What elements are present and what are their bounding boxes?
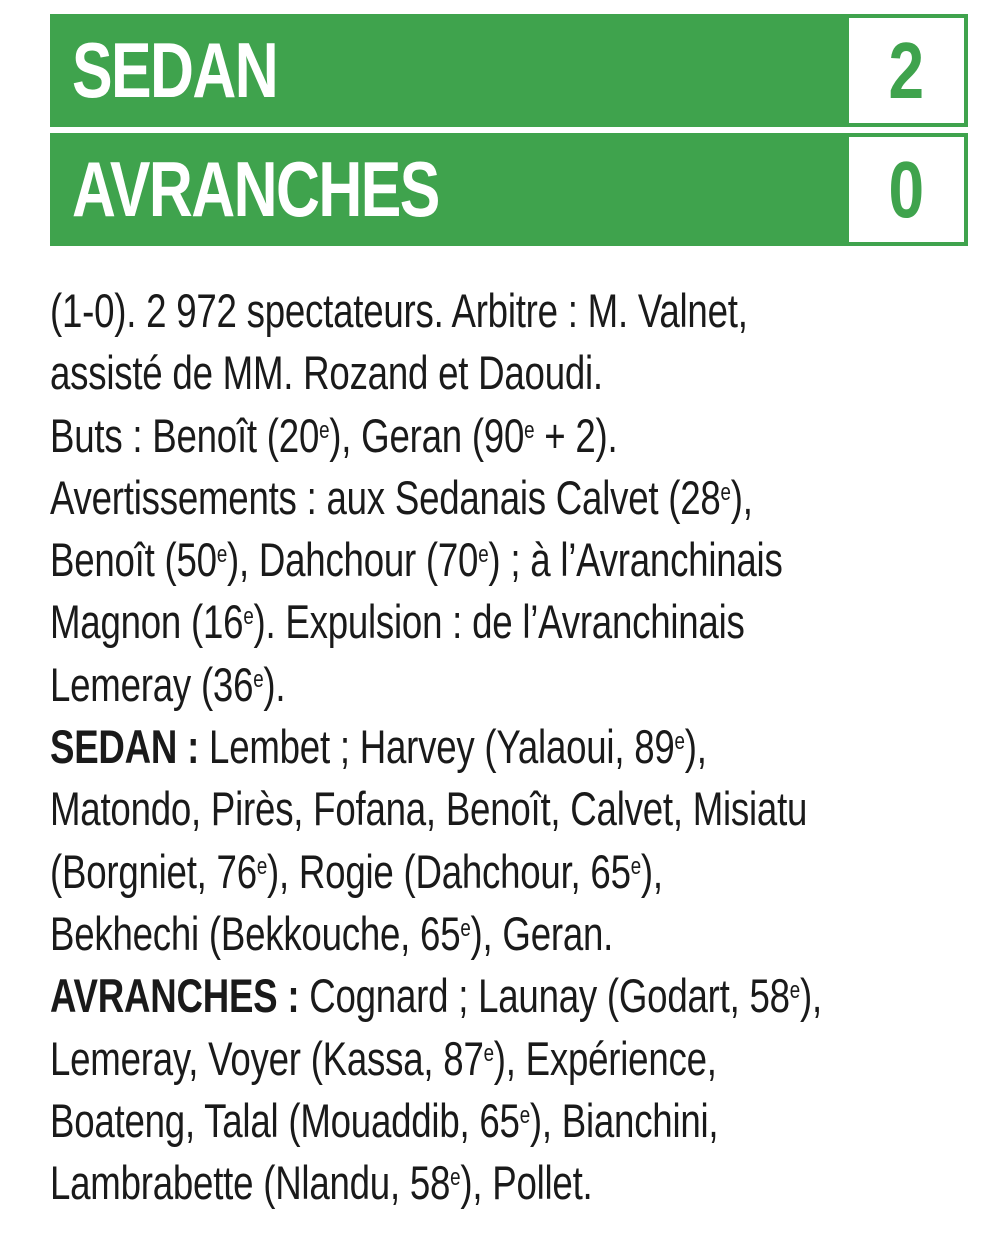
warnings-text: Avertissements : aux Sedanais Calvet (28 [50, 470, 721, 524]
sedan-lineup-text: ), Rogie (Dahchour, 65 [267, 844, 631, 898]
home-score: 2 [888, 26, 925, 115]
report-line-avranches-4 [50, 1152, 970, 1214]
report-line-avranches-3 [50, 1090, 970, 1152]
home-team-row [50, 14, 968, 127]
sedan-lineup-label: SEDAN : [50, 720, 200, 774]
avranches-lineup-label: AVRANCHES : [50, 969, 300, 1023]
sedan-lineup-text: Bekhechi (Bekkouche, 65 [50, 906, 461, 960]
ordinal-suffix: e [524, 416, 535, 444]
goals-text: ), Geran (90 [329, 408, 525, 462]
home-team-name: SEDAN [72, 26, 278, 114]
sedan-lineup-text: Lembet ; Harvey (Yalaoui, 89 [199, 720, 675, 774]
ordinal-suffix: e [483, 1039, 494, 1067]
report-line-avranches-1 [50, 965, 970, 1027]
warnings-text: Lemeray (36 [50, 657, 254, 711]
sedan-lineup-text: Matondo, Pirès, Fofana, Benoît, Calvet, Misiatu [50, 782, 808, 836]
report-line-sedan-4 [50, 903, 970, 965]
report-line-warnings-1 [50, 467, 970, 529]
report-line-goals [50, 405, 970, 467]
away-team-name: AVRANCHES [72, 145, 439, 233]
warnings-text: ) ; à l’Avranchinais [488, 533, 783, 587]
report-line-sedan-3 [50, 841, 970, 903]
away-score-box [849, 137, 964, 242]
report-line-sedan-1 [50, 716, 970, 778]
goals-text: Buts : Benoît (20 [50, 408, 320, 462]
home-score-box [849, 18, 964, 123]
report-line-assistants [50, 342, 970, 404]
ordinal-suffix: e [478, 541, 489, 569]
report-line-warnings-4 [50, 654, 970, 716]
report-line-warnings-2 [50, 529, 970, 591]
sedan-lineup-text: ), [640, 844, 663, 898]
ordinal-suffix: e [720, 478, 731, 506]
avranches-lineup-text: Boateng, Talal (Mouaddib, 65 [50, 1093, 520, 1147]
avranches-lineup-text: ), [799, 969, 822, 1023]
warnings-text: ). Expulsion : de l’Avranchinais [253, 595, 745, 649]
ordinal-suffix: e [216, 541, 228, 569]
away-team-row [50, 133, 968, 246]
sedan-lineup-text: ), Geran. [470, 906, 614, 960]
attendance-text: (1-0). 2 972 spectateurs. Arbitre : M. Valnet, [50, 284, 748, 337]
sedan-lineup-text: (Borgniet, 76 [50, 844, 257, 898]
ordinal-suffix: e [256, 852, 268, 880]
ordinal-suffix: e [450, 1164, 461, 1192]
ordinal-suffix: e [630, 852, 641, 880]
goals-text: + 2). [534, 408, 618, 462]
avranches-lineup-text: Cognard ; Launay (Godart, 58 [299, 969, 790, 1023]
scoreboard [50, 14, 968, 246]
report-line-sedan-2 [50, 778, 970, 840]
avranches-lineup-text: ), Expérience, [493, 1031, 717, 1085]
avranches-lineup-text: ), Pollet. [460, 1156, 593, 1210]
warnings-text: Magnon (16 [50, 595, 244, 649]
match-report [50, 280, 970, 1214]
warnings-text: ), [730, 470, 753, 524]
sedan-lineup-text: ), [684, 720, 707, 774]
warnings-text: ). [263, 657, 286, 711]
away-score: 0 [888, 145, 925, 234]
warnings-text: ), Dahchour (70 [227, 533, 479, 587]
ordinal-suffix: e [674, 728, 685, 756]
ordinal-suffix: e [460, 914, 471, 942]
avranches-lineup-text: Lemeray, Voyer (Kassa, 87 [50, 1031, 484, 1085]
ordinal-suffix: e [789, 977, 800, 1005]
ordinal-suffix: e [319, 416, 330, 444]
report-line-attendance [50, 280, 970, 342]
ordinal-suffix: e [243, 603, 254, 631]
report-line-avranches-2 [50, 1028, 970, 1090]
avranches-lineup-text: ), Bianchini, [529, 1093, 719, 1147]
ordinal-suffix: e [519, 1101, 530, 1129]
assistants-text: assisté de MM. Rozand et Daoudi. [50, 346, 603, 400]
ordinal-suffix: e [253, 665, 264, 693]
report-line-warnings-3 [50, 591, 970, 653]
avranches-lineup-text: Lambrabette (Nlandu, 58 [50, 1156, 451, 1210]
warnings-text: Benoît (50 [50, 533, 217, 587]
